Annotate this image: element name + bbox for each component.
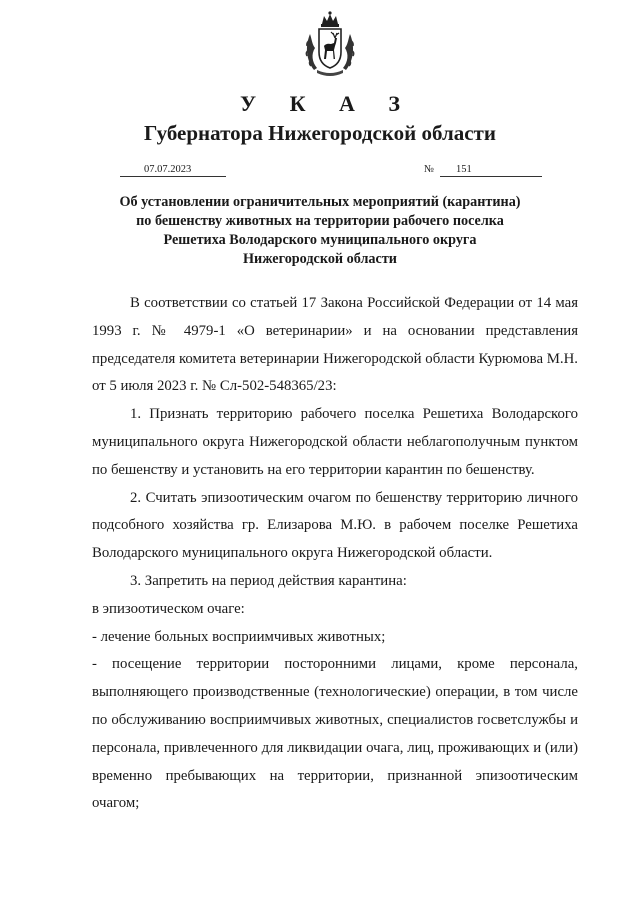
paragraph-bullet-2: - посещение территории посторонними лицами, кроме персонала, выполняющего производственные (технологические) операции, в том числе по обслуживанию восприимчивых животных, специалистов госветслужбы и персонала, привлеченного для ликвидации очага, лиц, проживающих и (или) временно пребывающих на территории, признанной эпизоотическим очагом; <box>92 656 578 812</box>
paragraph-item-3: 3. Запретить на период действия карантина: <box>130 572 407 589</box>
decree-heading: Об установлении ограничительных мероприятий (карантина) по бешенству животных на территории рабочего поселка Решетиха Володарского муниципального округа Нижегородской области <box>119 194 521 267</box>
paragraph-preamble: В соответствии со статьей 17 Закона Российской Федерации от 14 мая 1993 г. № 4979-1 «О ветеринарии» и на основании представления председателя комитета ветеринарии Нижегородской области Курюмова М.Н. от 5 июля 2023 г. № Сл-502-548365/23: <box>92 295 578 395</box>
paragraph-bullet-1: - лечение больных восприимчивых животных; <box>92 628 386 645</box>
paragraph-item-2: 2. Считать эпизоотическим очагом по бешенству территорию личного подсобного хозяйства гр. Елизарова М.Ю. в рабочем поселке Решетиха Володарского муниципального округа Нижегородской области. <box>92 489 578 562</box>
decree-date: 07.07.2023 <box>120 164 226 177</box>
coat-of-arms-icon <box>300 10 360 80</box>
decree-number: 151 <box>440 164 542 177</box>
paragraph-item-1: 1. Признать территорию рабочего поселка Решетиха Володарского муниципального округа Нижегородской области неблагополучным пунктом по бешенству и установить на его территории карантин по бешенству. <box>92 406 578 478</box>
decree-body <box>92 290 578 818</box>
decree-subtitle: Губернатора Нижегородской области <box>144 121 496 145</box>
decree-title: У К А З <box>239 91 415 116</box>
paragraph-focus-label: в эпизоотическом очаге: <box>92 600 245 617</box>
number-sign: № <box>424 164 435 175</box>
